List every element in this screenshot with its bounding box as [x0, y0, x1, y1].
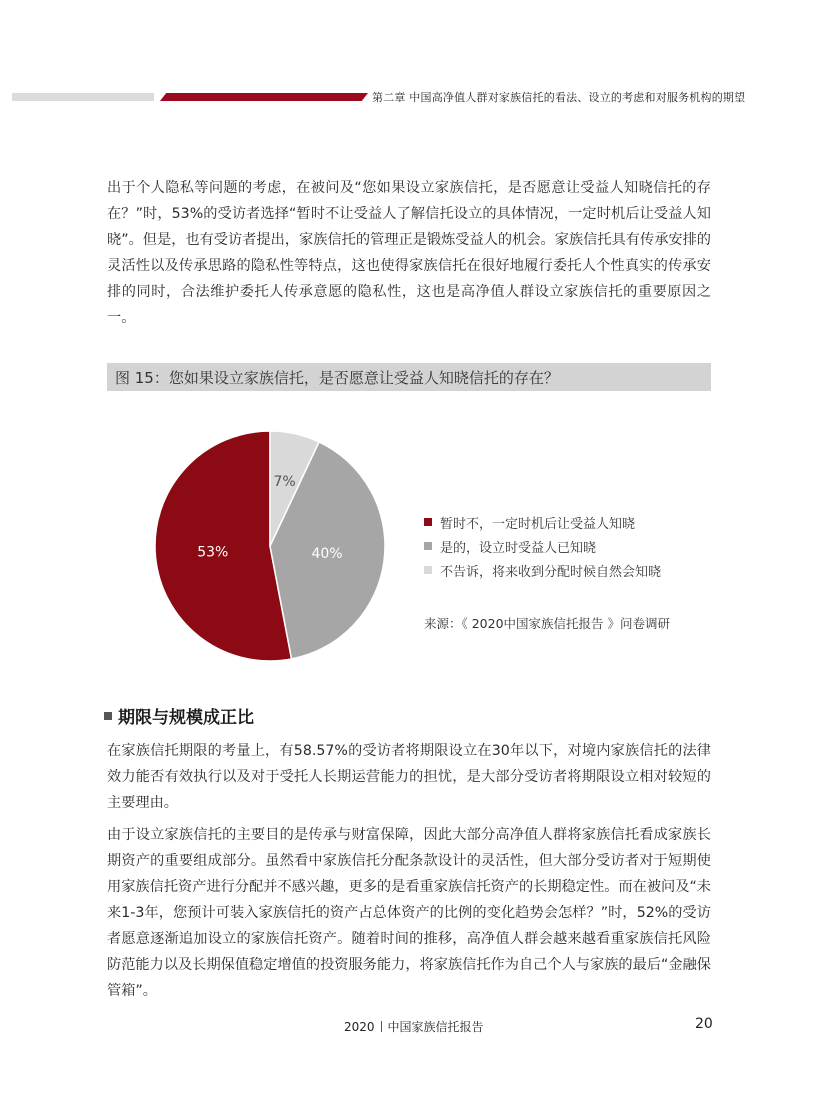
legend-label: 暂时不，一定时机后让受益人知晓: [440, 516, 636, 532]
paragraph-purpose: 由于设立家族信托的主要目的是传承与财富保障，因此大部分高净值人群将家族信托看成家族长期资产的重要组成部分。虽然看中家族信托分配条款设计的灵活性，但大部分受访者对于短期使用家族信托资产进行分配并不感兴趣，更多的是看重家族信托资产的长期稳定性。而在被问及“未来1-3年，您预计可装入家族信托的资产占总体资产的比例的变化趋势会怎样？”时，52%的受访者愿意逐渐追加设立的家族信托资产。随着时间的推移，高净值人群会越来越看重家族信托风险防范能力以及长期保值稳定增值的投资服务能力，将家族信托作为自己个人与家族的最后“金融保管箱”。: [107, 827, 711, 999]
footer-title: 中国家族信托报告: [387, 1020, 484, 1034]
pie-data-label-1: 53%: [197, 544, 229, 561]
section-bullet-icon: [104, 712, 112, 720]
footer-divider: [381, 1021, 382, 1032]
pie-chart: [140, 420, 400, 684]
legend-item-1: [424, 510, 661, 534]
figure-source: 来源：《 2020中国家族信托报告 》问卷调研: [424, 616, 671, 631]
footer-year: 2020: [344, 1020, 375, 1034]
paragraph-privacy: 出于个人隐私等问题的考虑，在被问及“您如果设立家族信托，是否愿意让受益人知晓信托的存在？”时，53%的受访者选择“暂时不让受益人了解信托设立的具体情况，一定时机后让受益人知晓”。但是，也有受访者提出，家族信托的管理正是锻炼受益人的机会。家族信托具有传承安排的灵活性以及传承思路的隐私性等特点，这也使得家族信托在很好地履行委托人个性真实的传承安排的同时，合法维护委托人传承意愿的隐私性，这也是高净值人群设立家族信托的重要原因之一。: [107, 180, 711, 326]
paragraph-term: 在家族信托期限的考量上，有58.57%的受访者将期限设立在30年以下，对境内家族信托的法律效力能否有效执行以及对于受托人长期运营能力的担忧，是大部分受访者将期限设立相对较短的主要理由。: [107, 743, 711, 811]
header-band-red: [160, 93, 368, 101]
legend-swatch-icon: [424, 518, 432, 526]
chart-legend: [424, 510, 661, 582]
section-title: 期限与规模成正比: [118, 708, 254, 728]
footer-report-title: [344, 1018, 484, 1035]
page-number: 20: [695, 1016, 713, 1032]
pie-data-label-2: 40%: [311, 546, 343, 563]
pie-data-label-3: 7%: [273, 473, 296, 490]
legend-swatch-icon: [424, 542, 432, 550]
legend-item-3: [424, 558, 661, 582]
header-band-gray: [12, 93, 154, 101]
legend-label: 是的，设立时受益人已知晓: [440, 540, 597, 556]
legend-label: 不告诉，将来收到分配时候自然会知晓: [440, 564, 662, 580]
legend-swatch-icon: [424, 566, 432, 574]
figure-title: 图 15：您如果设立家族信托，是否愿意让受益人知晓信托的存在？: [115, 369, 559, 387]
figure-title-bar: [107, 363, 711, 391]
chapter-header: 第二章 中国高净值人群对家族信托的看法、设立的考虑和对服务机构的期望: [372, 91, 746, 104]
pie-chart-svg: [140, 420, 400, 680]
section-heading: [104, 703, 254, 728]
legend-item-2: [424, 534, 661, 558]
